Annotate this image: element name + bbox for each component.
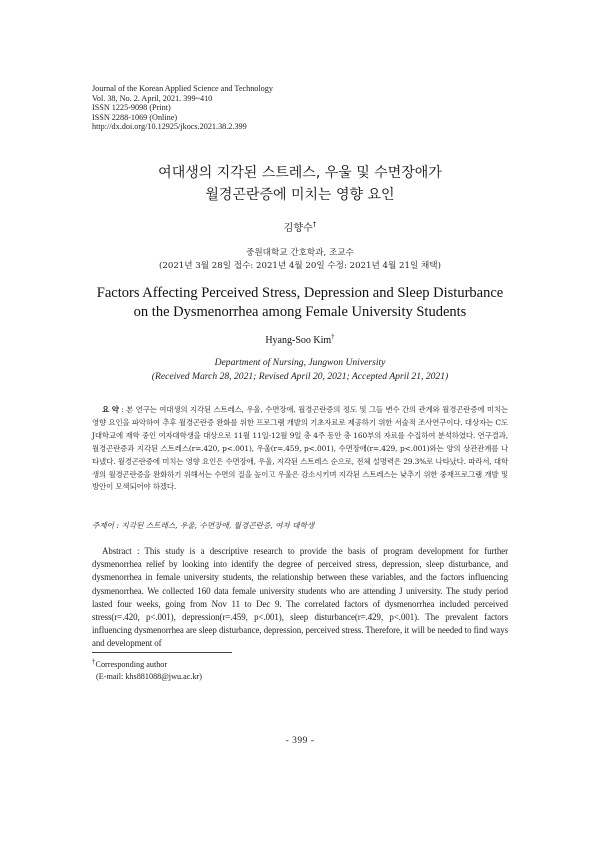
title-korean — [0, 162, 600, 206]
journal-volume: Vol. 38, No. 2. April, 2021. 399~410 — [92, 93, 213, 103]
page-number: - 399 - — [285, 736, 315, 746]
footnote-corresponding-author — [92, 659, 392, 671]
title-korean-line2: 월경곤란증에 미치는 영향 요인 — [205, 187, 395, 203]
abstract-english-label: Abstract — [102, 546, 132, 556]
footnote-divider — [92, 652, 232, 653]
abstract-english — [92, 545, 508, 651]
author-korean-line — [0, 219, 600, 234]
title-english-line2: on the Dysmenorrhea among Female University Students — [133, 304, 467, 320]
dates-english: (Received March 28, 2021; Revised April 20, 2021; Accepted April 21, 2021) — [151, 370, 449, 382]
title-korean-line1: 여대생의 지각된 스트레스, 우울 및 수면장애가 — [158, 165, 442, 181]
keywords-korean: 주제어 : 지각된 스트레스, 우울, 수면장애, 월경곤란증, 여자 대학생 — [92, 521, 315, 530]
abstract-english-text: : This study is a descriptive research to provide the basis of program development for further dysmenorrhea relief by looking into identify the degree of perceived stress, depression, sleep disturbance, and dysmenorrhea in female university students, the relationship between these variables, and the factors influencing dysmenorrhea. We collected 160 data female university students who are attending J university. The study period lasted four weeks, going from Nov 11 to Dec 9. The correlated factors of dysmenorrhea included perceived stress(r=.420, p<.001), depression(r=.459, p<.001), sleep disturbance(r=.429, p<.001). The prevalent factors influencing dysmenorrhea are sleep disturbance, depression, perceived stress. Therefore, it will be needed to find ways and development of — [92, 546, 508, 649]
affiliation-english-block — [0, 356, 600, 383]
title-english — [0, 284, 600, 322]
affiliation-korean-block — [0, 247, 600, 273]
title-english-line1: Factors Affecting Perceived Stress, Depression and Sleep Disturbance — [96, 285, 504, 301]
footnote — [92, 659, 392, 682]
abstract-korean-label: 요 약 — [102, 405, 119, 414]
journal-doi: http://dx.doi.org/10.12925/jkocs.2021.38.2.399 — [92, 122, 247, 132]
corresponding-author-mark: † — [312, 220, 317, 229]
abstract-korean-text: : 본 연구는 여대생의 지각된 스트레스, 우울, 수면장애, 월경곤란증의 정도 및 그들 변수 간의 관계와 월경곤란증에 미치는 영향 요인을 파악하여 추후 월경곤란증 완화를 위한 프로그램 개발의 기초자료로 제공하기 위한 서술적 조사연구이다. 대상자는 C도 J대학교에 재학 중인 여자대학생을 대상으로 11월 11일-12월 9일 총 4주 동안 총 160부의 자료를 수집하여 분석하였다. 연구결과, 월경곤란증과 지각된 스트레스(r=.420, p<.001), 우울(r=.459, p<.001), 수면장애(r=.429, p<.001)와는 양의 상관관계를 나타냈다. 월경곤란증에 미치는 영향 요인은 수면장애, 우울, 지각된 스트레스 순으로, 전체 설명력은 29.3%로 나타났다. 따라서, 대학생의 월경곤란증을 완화하기 위해서는 수면의 질을 높이고 우울은 감소시키며 지각된 스트레스는 낮추기 위한 중재프로그램 개발 및 방안이 모색되어야 하겠다. — [92, 405, 508, 492]
journal-name: Journal of the Korean Applied Science and Technology — [92, 84, 273, 93]
author-english-line — [0, 332, 600, 346]
corresponding-author-mark-en: † — [331, 332, 335, 341]
author-korean: 김향수 — [283, 223, 313, 234]
dates-korean: (2021년 3월 28일 접수: 2021년 4월 20일 수정: 2021년 4월 21일 채택) — [159, 261, 441, 271]
footnote-email: (E-mail: khs881088@jwu.ac.kr) — [96, 671, 202, 681]
journal-header — [92, 84, 352, 132]
journal-issn-print: ISSN 1225-9098 (Print) — [92, 103, 171, 113]
journal-issn-online: ISSN 2288-1069 (Online) — [92, 112, 178, 122]
footnote-label: Corresponding author — [95, 660, 168, 669]
author-english: Hyang-Soo Kim — [265, 335, 332, 346]
affiliation-korean: 중원대학교 간호학과, 조교수 — [246, 248, 354, 258]
footnote-mark: † — [92, 657, 96, 666]
affiliation-english: Department of Nursing, Jungwon University — [214, 357, 386, 368]
abstract-korean — [92, 404, 508, 494]
